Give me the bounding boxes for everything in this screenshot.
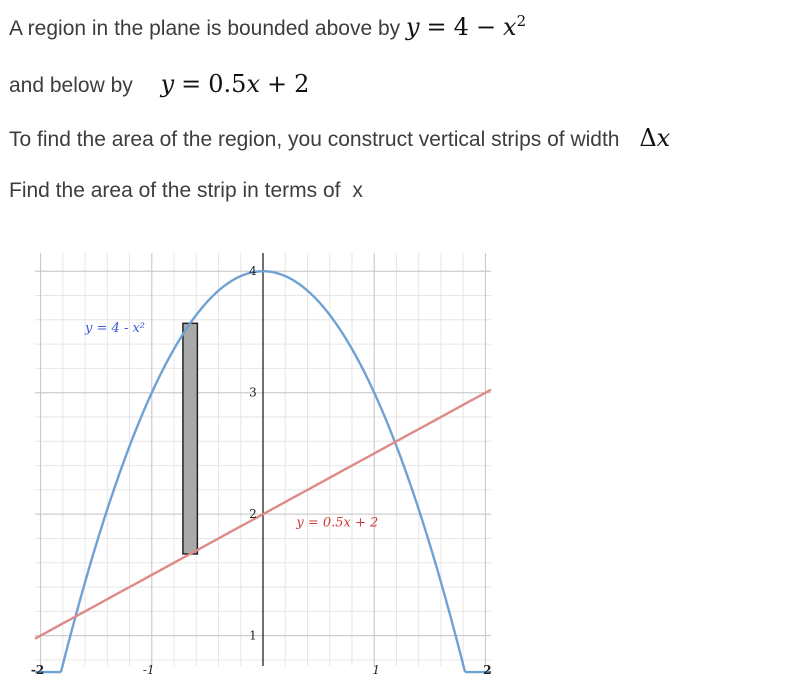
strip-rectangle: [183, 323, 197, 554]
line2-text: and below by: [9, 74, 133, 97]
region-graph: [0, 236, 520, 682]
curve-labels: [84, 321, 378, 530]
y-tick-label: 2: [249, 507, 257, 522]
y-tick-label: 4: [249, 264, 257, 279]
line4-text: Find the area of the strip in terms of: [9, 179, 341, 202]
y-tick-label: 1: [249, 628, 257, 643]
math-eq: =: [181, 70, 202, 98]
upper-curve-equation: [406, 13, 526, 41]
math-minus: −: [475, 13, 497, 41]
curve-label-1: y = 4 - x²: [85, 320, 146, 336]
curve-label-2: y = 0.5x + 2: [296, 515, 379, 531]
math-const: 2: [294, 70, 310, 98]
math-var: x: [503, 13, 517, 41]
strip-width-symbol: [639, 124, 670, 152]
line4-variable: x: [352, 179, 363, 202]
problem-line-1: [9, 12, 526, 41]
lower-curve-equation: [161, 70, 310, 98]
math-var: x: [246, 70, 260, 98]
math-lhs: y: [405, 13, 420, 41]
y-tick-label: 3: [249, 385, 257, 400]
math-eq: =: [426, 13, 447, 41]
x-tick-label: -2: [30, 663, 45, 677]
math-plus: +: [267, 70, 288, 98]
x-tick-label: 1: [372, 663, 381, 677]
math-exponent: 2: [516, 12, 527, 30]
line3-text: To find the area of the region, you construct vertical strips of width: [9, 128, 620, 151]
x-tick-label: -1: [142, 663, 155, 677]
math-coef: 0.5: [208, 70, 247, 98]
math-lhs: y: [160, 70, 175, 98]
math-const: 4: [453, 13, 469, 41]
line1-text: A region in the plane is bounded above by: [9, 17, 401, 40]
x-tick-label: 2: [483, 663, 492, 677]
math-var: x: [656, 124, 671, 152]
problem-line-4: [9, 179, 363, 203]
math-delta: Δ: [639, 124, 657, 152]
problem-line-3: [9, 124, 670, 152]
problem-line-2: [9, 70, 309, 98]
strip-layer: [183, 323, 197, 554]
